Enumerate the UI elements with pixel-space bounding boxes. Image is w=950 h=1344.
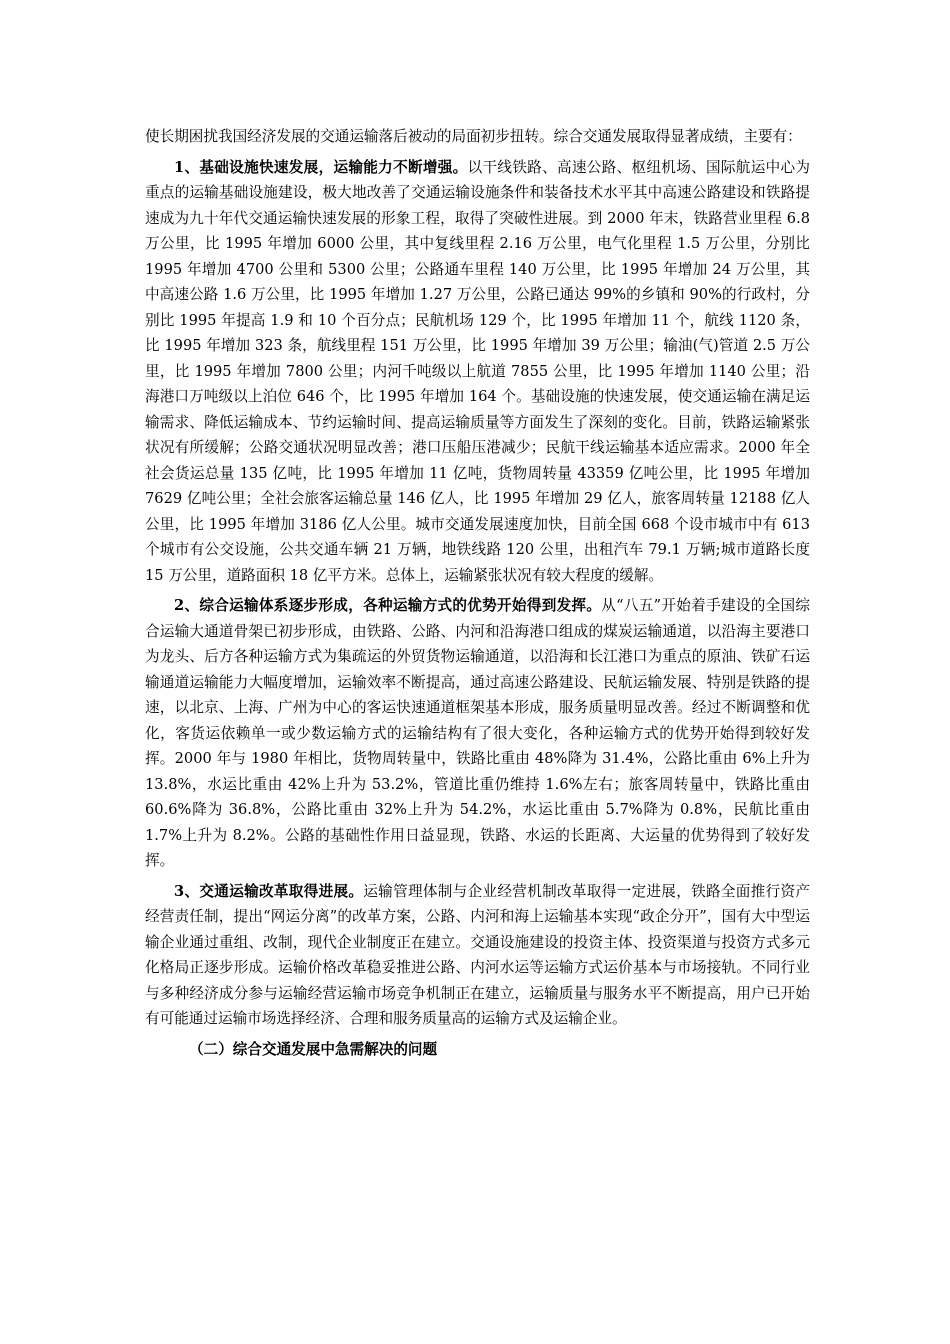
paragraph-body: 运输管理体制与企业经营机制改革取得一定进展，铁路全面推行资产经营责任制，提出“网运分离”的改革方案，公路、内河和海上运输基本实现“政企分开”，国有大中型运输企业通过重组、改制，现代企业制度正在建立。交通设施建设的投资主体、投资渠道与投资方式多元化格局正逐步形成。运输价格改革稳妥推进公路、内河水运等运输方式运价基本与市场接轨。不同行业与多种经济成分参与运输经营运输市场竞争机制正在建立，运输质量与服务水平不断提高，用户已开始有可能通过运输市场选择经济、合理和服务质量高的运输方式及运输企业。 (145, 882, 810, 1027)
paragraph-body: 以干线铁路、高速公路、枢纽机场、国际航运中心为重点的运输基础设施建设，极大地改善了交通运输设施条件和装备技术水平其中高速公路建设和铁路提速成为九十年代交通运输快速发展的形象工程，取得了突破性进展。到 2000 年末，铁路营业里程 6.8 万公里，比 1995 年增加 6000 公里，其中复线里程 2.16 万公里，电气化里程 1.5 万公里，分别比 1995 年增加 4700 公里和 5300 公里；公路通车里程 140 万公里，比 1995 年增加 24 万公里，其中高速公路 1.6 万公里，比 1995 年增加 1.27 万公里，公路已通达 99%的乡镇和 90%的行政村，分别比 1995 年提高 1.9 和 10 个百分点；民航机场 129 个，比 1995 年增加 11 个，航线 1120 条，比 1995 年增加 323 条，航线里程 151 万公里，比 1995 年增加 39 万公里；输油(气)管道 2.5 万公里，比 1995 年增加 7800 公里；内河千吨级以上航道 7855 公里，比 1995 年增加 1140 公里；沿海港口万吨级以上泊位 646 个，比 1995 年增加 164 个。基础设施的快速发展，使交通运输在满足运输需求、降低运输成本、节约运输时间、提高运输质量等方面发生了深刻的变化。目前，铁路运输紧张状况有所缓解；公路交通状况明显改善；港口压船压港减少；民航干线运输基本适应需求。2000 年全社会货运总量 135 亿吨，比 1995 年增加 11 亿吨，货物周转量 43359 亿吨公里，比 1995 年增加 7629 亿吨公里；全社会旅客运输总量 146 亿人，比 1995 年增加 29 亿人，旅客周转量 12188 亿人公里，比 1995 年增加 3186 亿人公里。城市交通发展速度加快，目前全国 668 个设市城市中有 613 个城市有公交设施，公共交通车辆 21 万辆，地铁线路 120 公里，出租汽车 79.1 万辆;城市道路长度 15 万公里，道路面积 18 亿平方米。总体上，运输紧张状况有较大程度的缓解。 (145, 158, 810, 584)
paragraph-lead: 1、基础设施快速发展，运输能力不断增强。 (174, 158, 468, 176)
paragraph-lead: 3、交通运输改革取得进展。 (174, 882, 364, 900)
document-body (145, 124, 810, 1062)
paragraph-lead: 2、综合运输体系逐步形成，各种运输方式的优势开始得到发挥。 (174, 597, 602, 614)
paragraph-reform (145, 879, 810, 1032)
paragraph-transport-system (145, 593, 810, 874)
intro-paragraph: 使长期困扰我国经济发展的交通运输落后被动的局面初步扭转。综合交通发展取得显著成绩，主要有： (145, 128, 802, 145)
paragraph-body: 从“八五”开始着手建设的全国综合运输大通道骨架已初步形成，由铁路、公路、内河和沿海港口组成的煤炭运输通道，以沿海主要港口为龙头、后方各种运输方式为集疏运的外贸货物运输通道，以沿海和长江港口为重点的原油、铁矿石运输通道运输能力大幅度增加，运输效率不断提高，通过高速公路建设、民航运输发展、特别是铁路的提速，以北京、上海、广州为中心的客运快速通道框架基本形成，服务质量明显改善。经过不断调整和优化，客货运依赖单一或少数运输方式的运输结构有了很大变化，各种运输方式的优势开始得到较好发挥。2000 年与 1980 年相比，货物周转量中，铁路比重由 48%降为 31.4%，公路比重由 6%上升为 13.8%，水运比重由 42%上升为 53.2%，管道比重仍维持 1.6%左右；旅客周转量中，铁路比重由 60.6%降为 36.8%，公路比重由 32%上升为 54.2%，水运比重由 5.7%降为 0.8%，民航比重由 1.7%上升为 8.2%。公路的基础性作用日益显现，铁路、水运的长距离、大运量的优势得到了较好发挥。 (145, 597, 810, 869)
section-heading: （二）综合交通发展中急需解决的问题 (189, 1040, 438, 1058)
paragraph-infrastructure (145, 155, 810, 589)
